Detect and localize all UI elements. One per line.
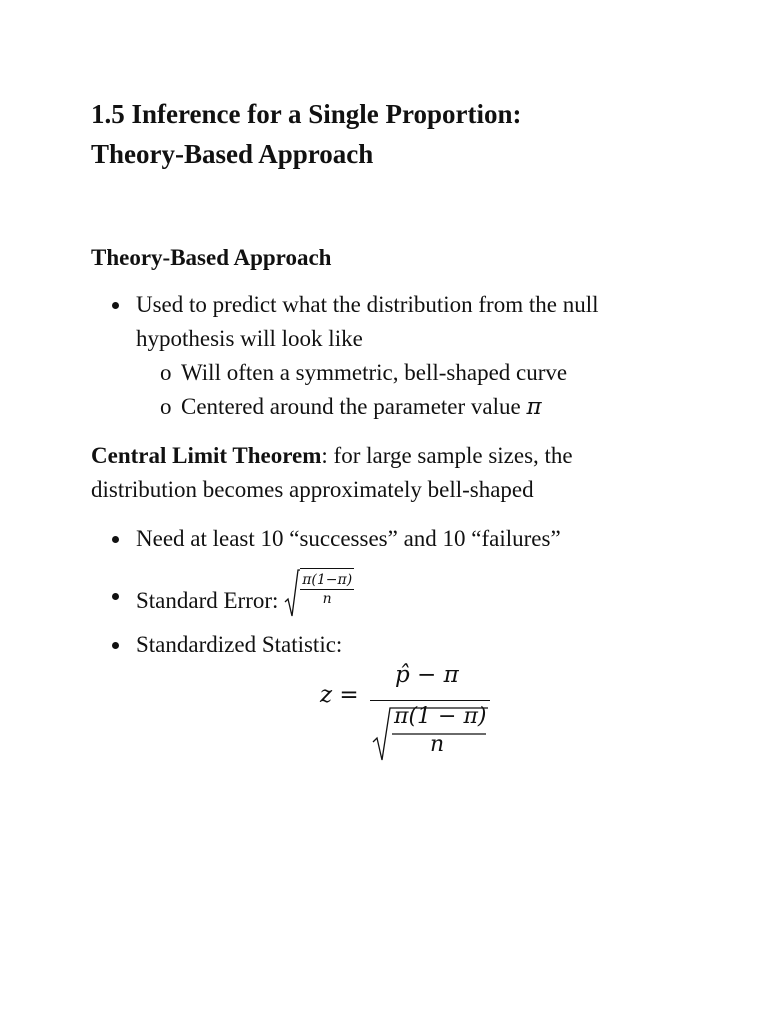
pi-symbol: π: [526, 394, 542, 420]
clt-text-2: distribution becomes approximately bell-shaped: [91, 477, 534, 502]
clt-text-1: : for large sample sizes, the: [321, 443, 573, 468]
fraction-bar: [370, 700, 490, 701]
bullet-text: Standard Error:: [136, 588, 285, 614]
bullet-text: Standardized Statistic:: [136, 632, 343, 657]
title-line-2: Theory-Based Approach: [91, 139, 374, 169]
z-statistic-formula: [320, 660, 500, 760]
title-line-1: 1.5 Inference for a Single Proportion:: [91, 99, 522, 129]
section-heading: Theory-Based Approach: [91, 245, 332, 270]
sqrt-icon: [284, 568, 300, 618]
sub-item-text: Centered around the parameter value: [181, 394, 527, 419]
clt-term: Central Limit Theorem: [91, 443, 322, 468]
list-item: [108, 288, 708, 424]
clt-paragraph: [91, 439, 691, 507]
z-denominator: [370, 704, 490, 760]
circle-marker-icon: o: [160, 360, 172, 385]
z-den-numerator: π(1 − π): [394, 704, 487, 729]
se-fraction: [300, 568, 354, 618]
list-item: [108, 628, 708, 662]
bullet-text-line-2: hypothesis will look like: [136, 326, 363, 351]
bullet-icon: [112, 593, 119, 600]
se-numerator: π(1−π): [302, 572, 353, 588]
list-item: [108, 522, 708, 556]
list-item: [108, 572, 708, 622]
z-den-denominator: n: [430, 732, 445, 757]
sub-list-item: [136, 356, 708, 390]
bullet-icon: [112, 642, 119, 649]
se-denominator: n: [322, 591, 332, 607]
clt-bullet-list: [108, 522, 708, 662]
bullet-icon: [112, 302, 119, 309]
z-lhs: z =: [320, 682, 359, 708]
bullet-icon: [112, 536, 119, 543]
theory-bullet-list: [108, 288, 708, 424]
z-numerator: p̂ − π: [395, 662, 459, 688]
circle-marker-icon: o: [160, 394, 172, 419]
bullet-text-line-1: Used to predict what the distribution from the null: [136, 292, 599, 317]
page-title: [91, 94, 711, 174]
sub-list: [136, 356, 708, 424]
sub-item-text: Will often a symmetric, bell-shaped curve: [181, 360, 568, 385]
standard-error-formula: [284, 568, 354, 618]
sub-list-item: [136, 390, 708, 424]
bullet-text: Need at least 10 “successes” and 10 “failures”: [136, 526, 561, 551]
